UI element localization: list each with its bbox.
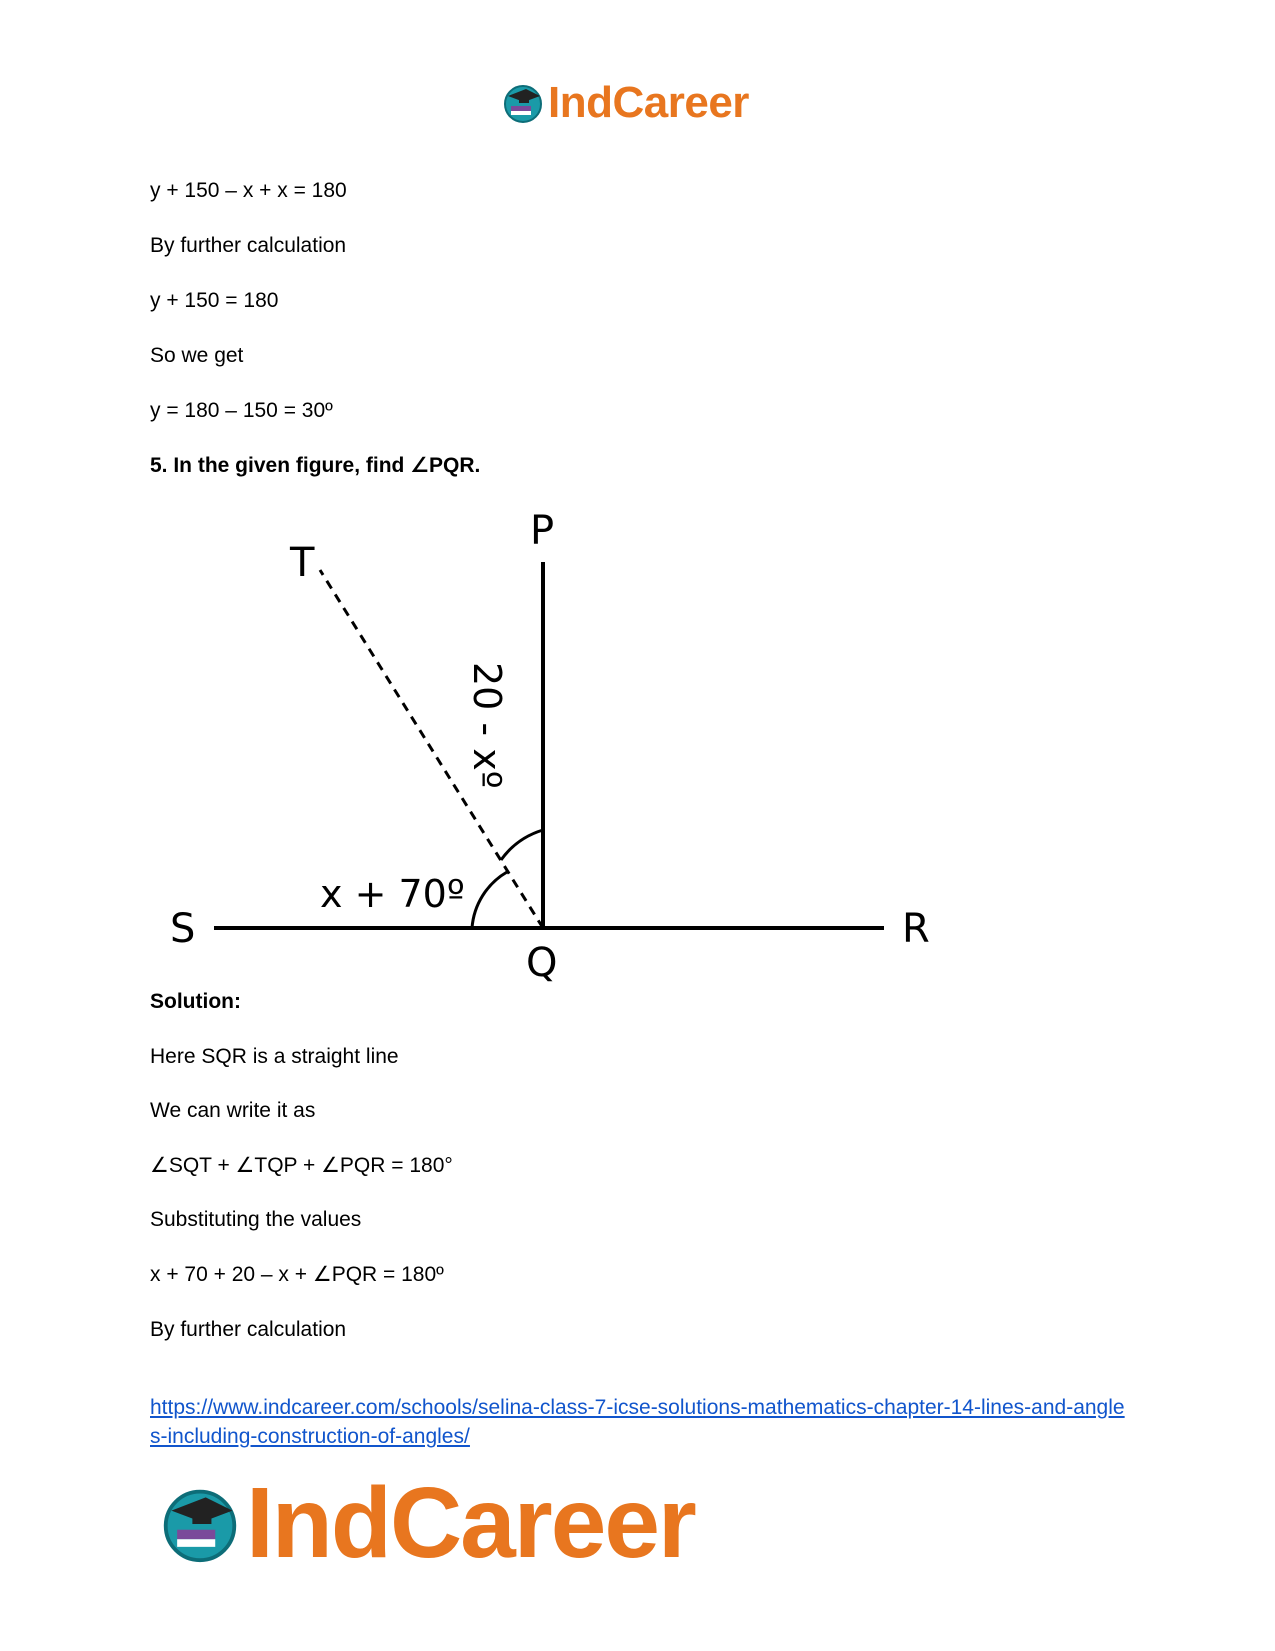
- text-line: y + 150 = 180: [150, 289, 279, 312]
- text-line: y = 180 – 150 = 30º: [150, 399, 333, 422]
- text-line: x + 70 + 20 – x + ∠PQR = 180º: [150, 1263, 444, 1286]
- text-line: Substituting the values: [150, 1208, 362, 1231]
- point-label-t: T: [290, 540, 315, 586]
- angle-label-tqp: 20 - xº: [465, 662, 509, 789]
- point-label-q: Q: [526, 940, 558, 986]
- graduation-globe-icon: [160, 1484, 240, 1564]
- text-line: Here SQR is a straight line: [150, 1045, 399, 1068]
- arc-tqp: [501, 830, 543, 860]
- graduation-globe-icon: [502, 82, 544, 124]
- text-line: By further calculation: [150, 1318, 347, 1341]
- point-label-r: R: [902, 906, 930, 952]
- angle-label-sqt: x + 70º: [320, 872, 465, 916]
- source-link[interactable]: [150, 1393, 1130, 1451]
- arc-sqt: [472, 872, 507, 928]
- text-line: So we get: [150, 344, 244, 367]
- angle-figure: [150, 500, 950, 990]
- text-line: ∠SQT + ∠TQP + ∠PQR = 180°: [150, 1154, 453, 1177]
- question-heading: 5. In the given figure, find ∠PQR.: [150, 454, 481, 477]
- text-line: We can write it as: [150, 1099, 316, 1122]
- header-logo-text: IndCareer: [548, 78, 749, 127]
- text-line: By further calculation: [150, 234, 347, 257]
- text-line: y + 150 – x + x = 180: [150, 179, 347, 202]
- solution-heading: Solution:: [150, 990, 241, 1013]
- point-label-s: S: [170, 906, 196, 952]
- footer-logo-text: IndCareer: [246, 1467, 695, 1579]
- source-link-anchor[interactable]: https://www.indcareer.com/schools/selina-class-7-icse-solutions-mathematics-chapter-14-lines-and-angles-including-construction-of-angles/: [150, 1396, 1125, 1448]
- header-logo: [502, 78, 749, 128]
- point-label-p: P: [530, 508, 555, 554]
- footer-logo: [160, 1466, 695, 1581]
